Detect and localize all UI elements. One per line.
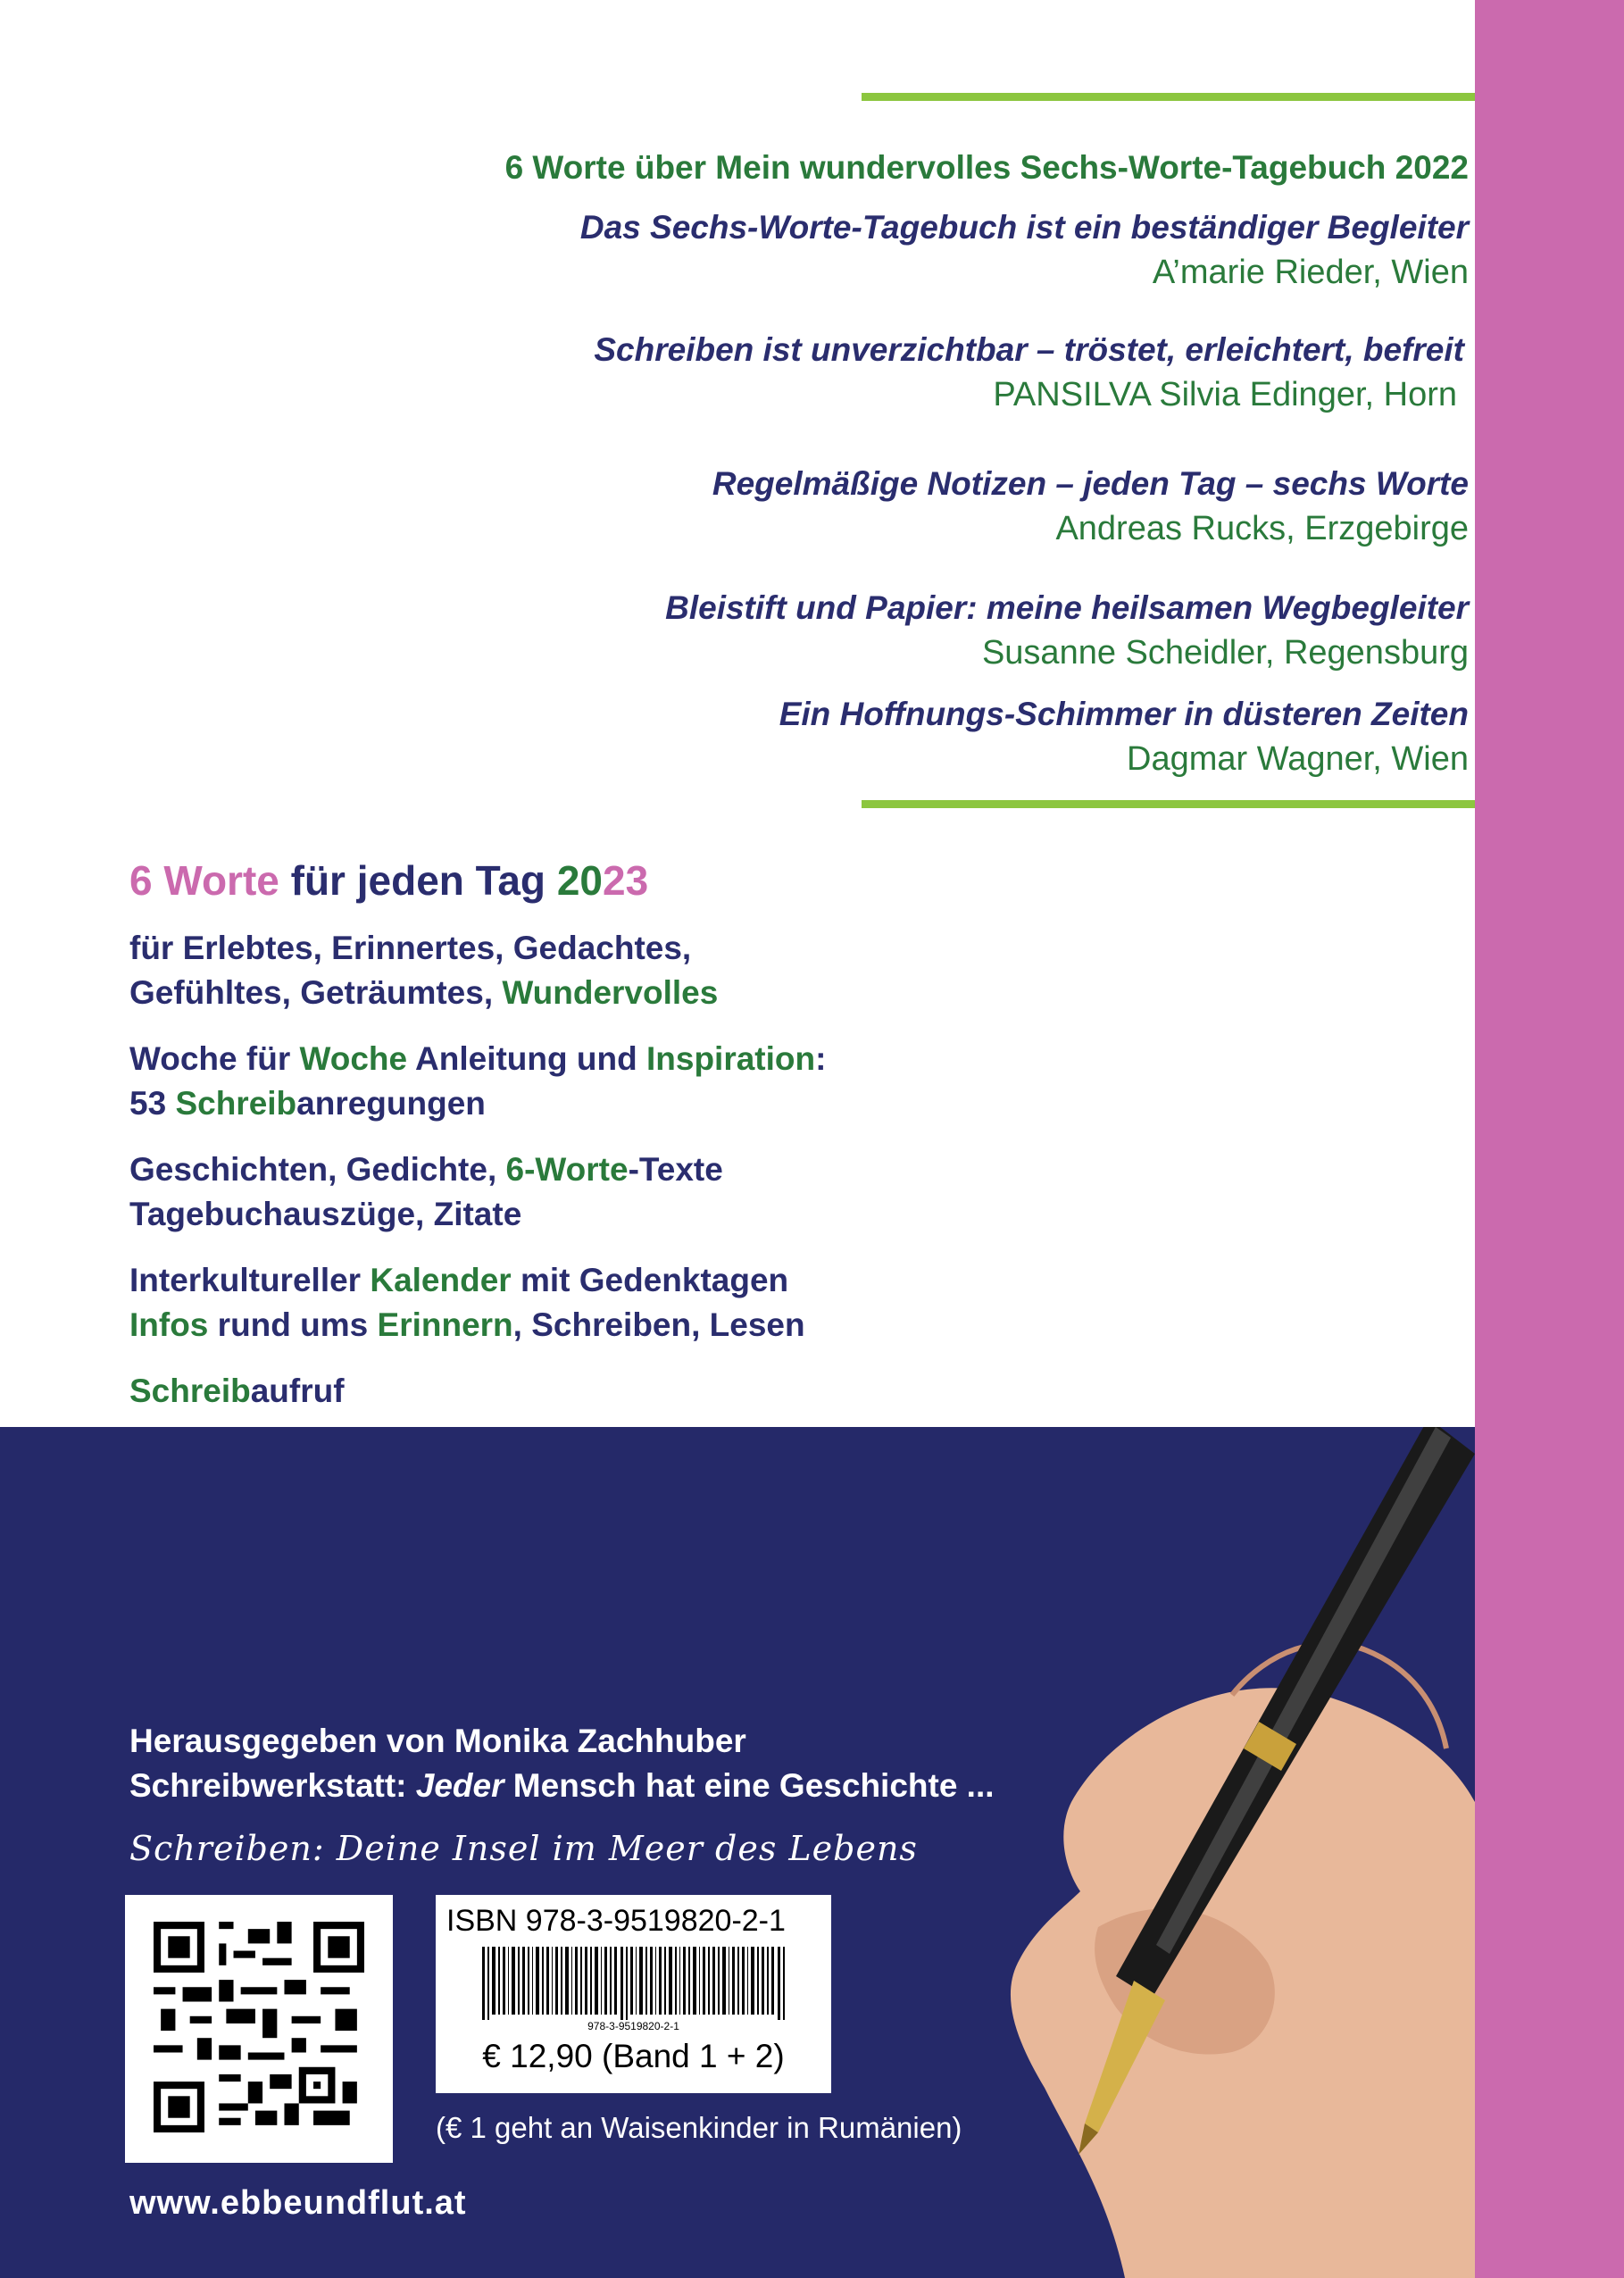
- feature-line: [129, 1192, 1424, 1237]
- barcode-digits: 978-3-9519820-2-1: [587, 2020, 679, 2032]
- publisher-panel: [0, 1427, 1475, 2278]
- workshop-prefix: Schreibwerkstatt:: [129, 1767, 416, 1804]
- testimonials-heading: [0, 146, 1469, 189]
- top-green-rule: [862, 93, 1475, 101]
- title-year-last: 23: [602, 857, 649, 904]
- quote-text: Bleistift und Papier: meine heilsamen Wegbegleiter: [665, 589, 1469, 626]
- feature-text: mit Gedenktagen: [511, 1262, 789, 1298]
- feature-text: -Texte: [628, 1151, 723, 1188]
- qr-code-icon: [154, 1922, 364, 2132]
- feature-list: [129, 926, 1424, 1435]
- donation-note: (€ 1 geht an Waisenkinder in Rumänien): [436, 2111, 962, 2144]
- quote-author: A’marie Rieder, Wien: [1152, 254, 1469, 291]
- quote-author: Dagmar Wagner, Wien: [1127, 740, 1469, 778]
- feature-highlight: Inspiration: [645, 1040, 816, 1077]
- feature-highlight: 6-Worte: [505, 1151, 629, 1188]
- feature-text: aufruf: [250, 1373, 345, 1409]
- feature-line: [129, 1037, 1424, 1081]
- feature-highlight: Woche: [299, 1040, 408, 1077]
- feature-line: [129, 1369, 1424, 1414]
- feature-text: Interkultureller: [129, 1262, 371, 1298]
- workshop-emphasis: Jeder: [415, 1767, 504, 1804]
- feature-group: [129, 1258, 1424, 1348]
- feature-highlight: Infos: [129, 1306, 209, 1343]
- feature-highlight: Schreib: [175, 1085, 297, 1122]
- feature-text: Tagebuchauszüge, Zitate: [129, 1196, 522, 1232]
- feature-group: [129, 926, 1424, 1015]
- title-year-first: 20: [556, 857, 603, 904]
- title-six-words: 6 Worte: [129, 857, 279, 904]
- quote-text: Das Sechs-Worte-Tagebuch ist ein beständiger Begleiter: [579, 209, 1469, 246]
- workshop-suffix: Mensch hat eine Geschichte ...: [504, 1767, 995, 1804]
- feature-text: für Erlebtes, Erinnertes, Gedachtes,: [129, 930, 692, 966]
- feature-text: Anleitung und: [407, 1040, 646, 1077]
- feature-line: [129, 1147, 1424, 1192]
- testimonial-4: [0, 586, 1469, 675]
- quote-author: Susanne Scheidler, Regensburg: [981, 634, 1469, 672]
- feature-text: Gefühltes, Geträumtes,: [129, 974, 503, 1011]
- feature-text: , Schreiben, Lesen: [512, 1306, 805, 1343]
- isbn-box: [436, 1895, 831, 2093]
- barcode-icon: [482, 1947, 786, 2020]
- testimonial-5: [0, 692, 1469, 781]
- motto-line: Schreiben: Deine Insel im Meer des Lebens: [129, 1829, 918, 1868]
- feature-group: [129, 1369, 1424, 1414]
- pink-side-stripe: [1475, 0, 1624, 2278]
- feature-text: anregungen: [296, 1085, 486, 1122]
- feature-group: [129, 1037, 1424, 1126]
- quote-author: PANSILVA Silvia Edinger, Horn: [993, 376, 1457, 413]
- feature-text: Geschichten, Gedichte,: [129, 1151, 506, 1188]
- workshop-line: [129, 1764, 995, 1808]
- isbn-number: ISBN 978-3-9519820-2-1: [446, 1904, 786, 1938]
- feature-highlight: Erinnern: [377, 1306, 513, 1343]
- testimonial-3: [0, 462, 1469, 551]
- quote-text: Schreiben ist unverzichtbar – tröstet, erleichtert, befreit: [594, 331, 1464, 368]
- hand-pen-illustration: [964, 1427, 1475, 2278]
- feature-line: [129, 971, 1424, 1015]
- feature-line: [129, 1258, 1424, 1303]
- feature-highlight: Kalender: [370, 1262, 512, 1298]
- price-label: € 12,90 (Band 1 + 2): [482, 2038, 785, 2074]
- editor-line: Herausgegeben von Monika Zachhuber: [129, 1723, 746, 1759]
- testimonials-heading-text: 6 Worte über Mein wundervolles Sechs-Worte-Tagebuch 2022: [504, 149, 1469, 186]
- qr-code-box: [125, 1895, 393, 2163]
- feature-text: 53: [129, 1085, 176, 1122]
- feature-text: Woche für: [129, 1040, 300, 1077]
- feature-line: [129, 1081, 1424, 1126]
- testimonial-2: [0, 328, 1464, 417]
- feature-highlight: Wundervolles: [502, 974, 719, 1011]
- feature-line: [129, 1303, 1424, 1348]
- editor-block: [129, 1719, 995, 1808]
- testimonial-1: [0, 205, 1469, 295]
- website-link[interactable]: www.ebbeundflut.at: [129, 2184, 467, 2222]
- feature-line: [129, 926, 1424, 971]
- quote-text: Regelmäßige Notizen – jeden Tag – sechs Worte: [712, 465, 1469, 502]
- feature-text: :: [815, 1040, 827, 1077]
- feature-highlight: Schreib: [129, 1373, 251, 1409]
- quote-author: Andreas Rucks, Erzgebirge: [1055, 510, 1469, 547]
- bottom-green-rule: [862, 800, 1475, 808]
- title-every-day: für jeden Tag: [279, 857, 557, 904]
- feature-text: rund ums: [208, 1306, 378, 1343]
- quote-text: Ein Hoffnungs-Schimmer in düsteren Zeiten: [779, 696, 1469, 732]
- feature-group: [129, 1147, 1424, 1237]
- feature-title: [129, 854, 648, 907]
